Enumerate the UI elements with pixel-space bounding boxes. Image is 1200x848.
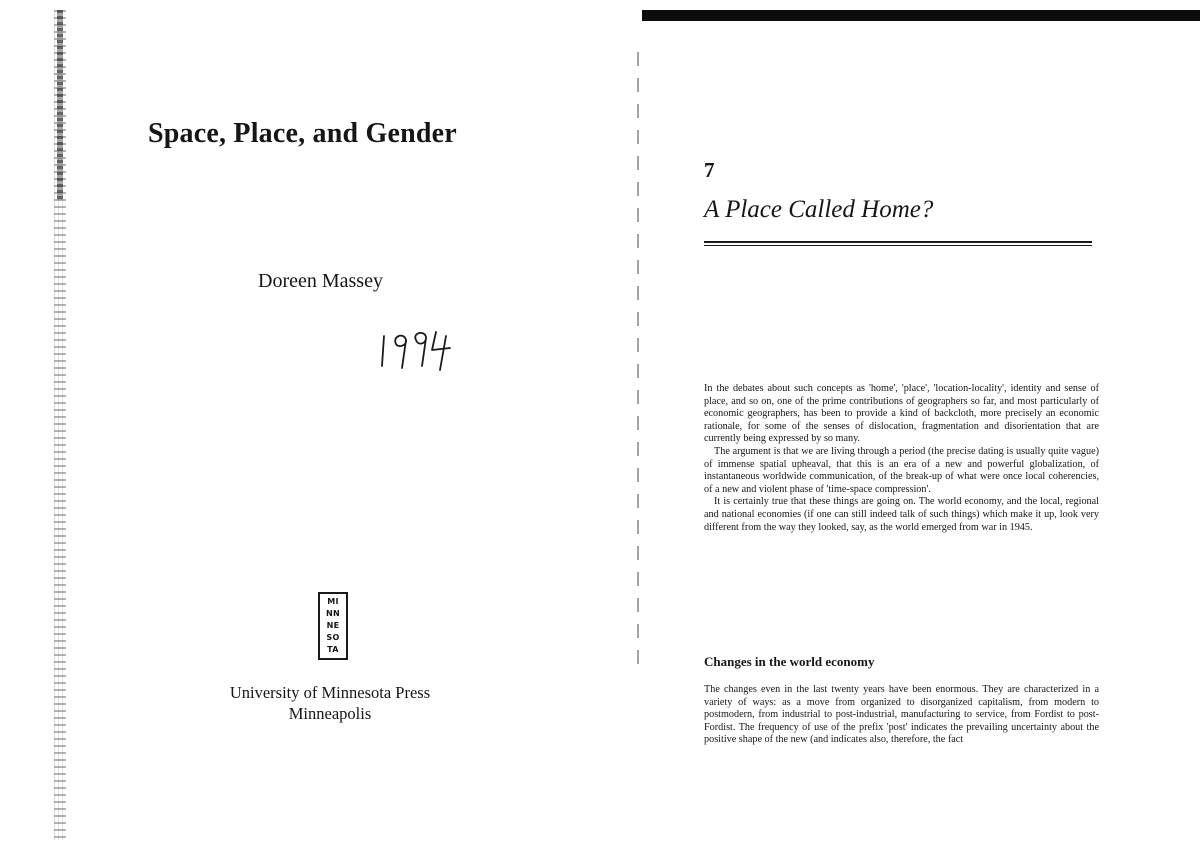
book-title: Space, Place, and Gender — [148, 118, 457, 149]
scanner-edge-bar — [642, 10, 1200, 21]
logo-text-line: NE — [326, 621, 340, 630]
paragraph: The argument is that we are living through a period (the precise dating is usually quite vague) of immense spatial upheaval, that this is an era of a new and powerful globalization, of instantaneous worldwide communication, of the break-up of what were once local coherencies, of a new and violent phase of 'time-space compression'. — [704, 445, 1099, 495]
logo-text-line: MI — [327, 597, 339, 606]
section-text — [704, 684, 1099, 747]
chapter-intro-text — [704, 383, 1099, 534]
publisher-city: Minneapolis — [288, 704, 372, 723]
publisher-block — [200, 682, 460, 724]
page-gutter — [637, 52, 639, 664]
chapter-number: 7 — [704, 158, 715, 182]
author-name: Doreen Massey — [258, 270, 383, 292]
chapter-title-rule — [704, 241, 1092, 246]
minnesota-press-logo — [318, 592, 348, 660]
paragraph: In the debates about such concepts as 'home', 'place', 'location-locality', identity and sense of place, and so on, one of the prime contributions of geographers so far, and most particularly of economic geographers, has been to provide a kind of backcloth, more precisely an economic rationale, for some of the senses of dislocation, fragmentation and disorientation that are currently being expressed by so many. — [704, 383, 1099, 445]
logo-text-line: SO — [326, 633, 340, 642]
chapter-title: A Place Called Home? — [704, 196, 934, 223]
logo-text-line: TA — [327, 645, 339, 654]
paragraph: It is certainly true that these things are going on. The world economy, and the local, regional and national economies (if one can still indeed talk of such things) which make it up, look very different from the way they looked, say, as the world emerged from war in 1945. — [704, 496, 1099, 533]
logo-text-line: NN — [326, 609, 340, 618]
publisher-name: University of Minnesota Press — [229, 683, 431, 702]
handwritten-year-annotation — [376, 324, 458, 372]
section-heading: Changes in the world economy — [704, 654, 875, 669]
paragraph: The changes even in the last twenty years have been enormous. They are characterized in a variety of ways: as a move from organized to disorganized capitalism, from modern to postmodern, from industrial to post-industrial, manufacturing to service, from Fordist to post-Fordist. The frequency of use of the prefix 'post' indicates the prevailing uncertainty about the positive shape of the new (and indicates also, therefore, the fact — [704, 684, 1099, 746]
scanned-binding-shadow — [57, 10, 63, 200]
